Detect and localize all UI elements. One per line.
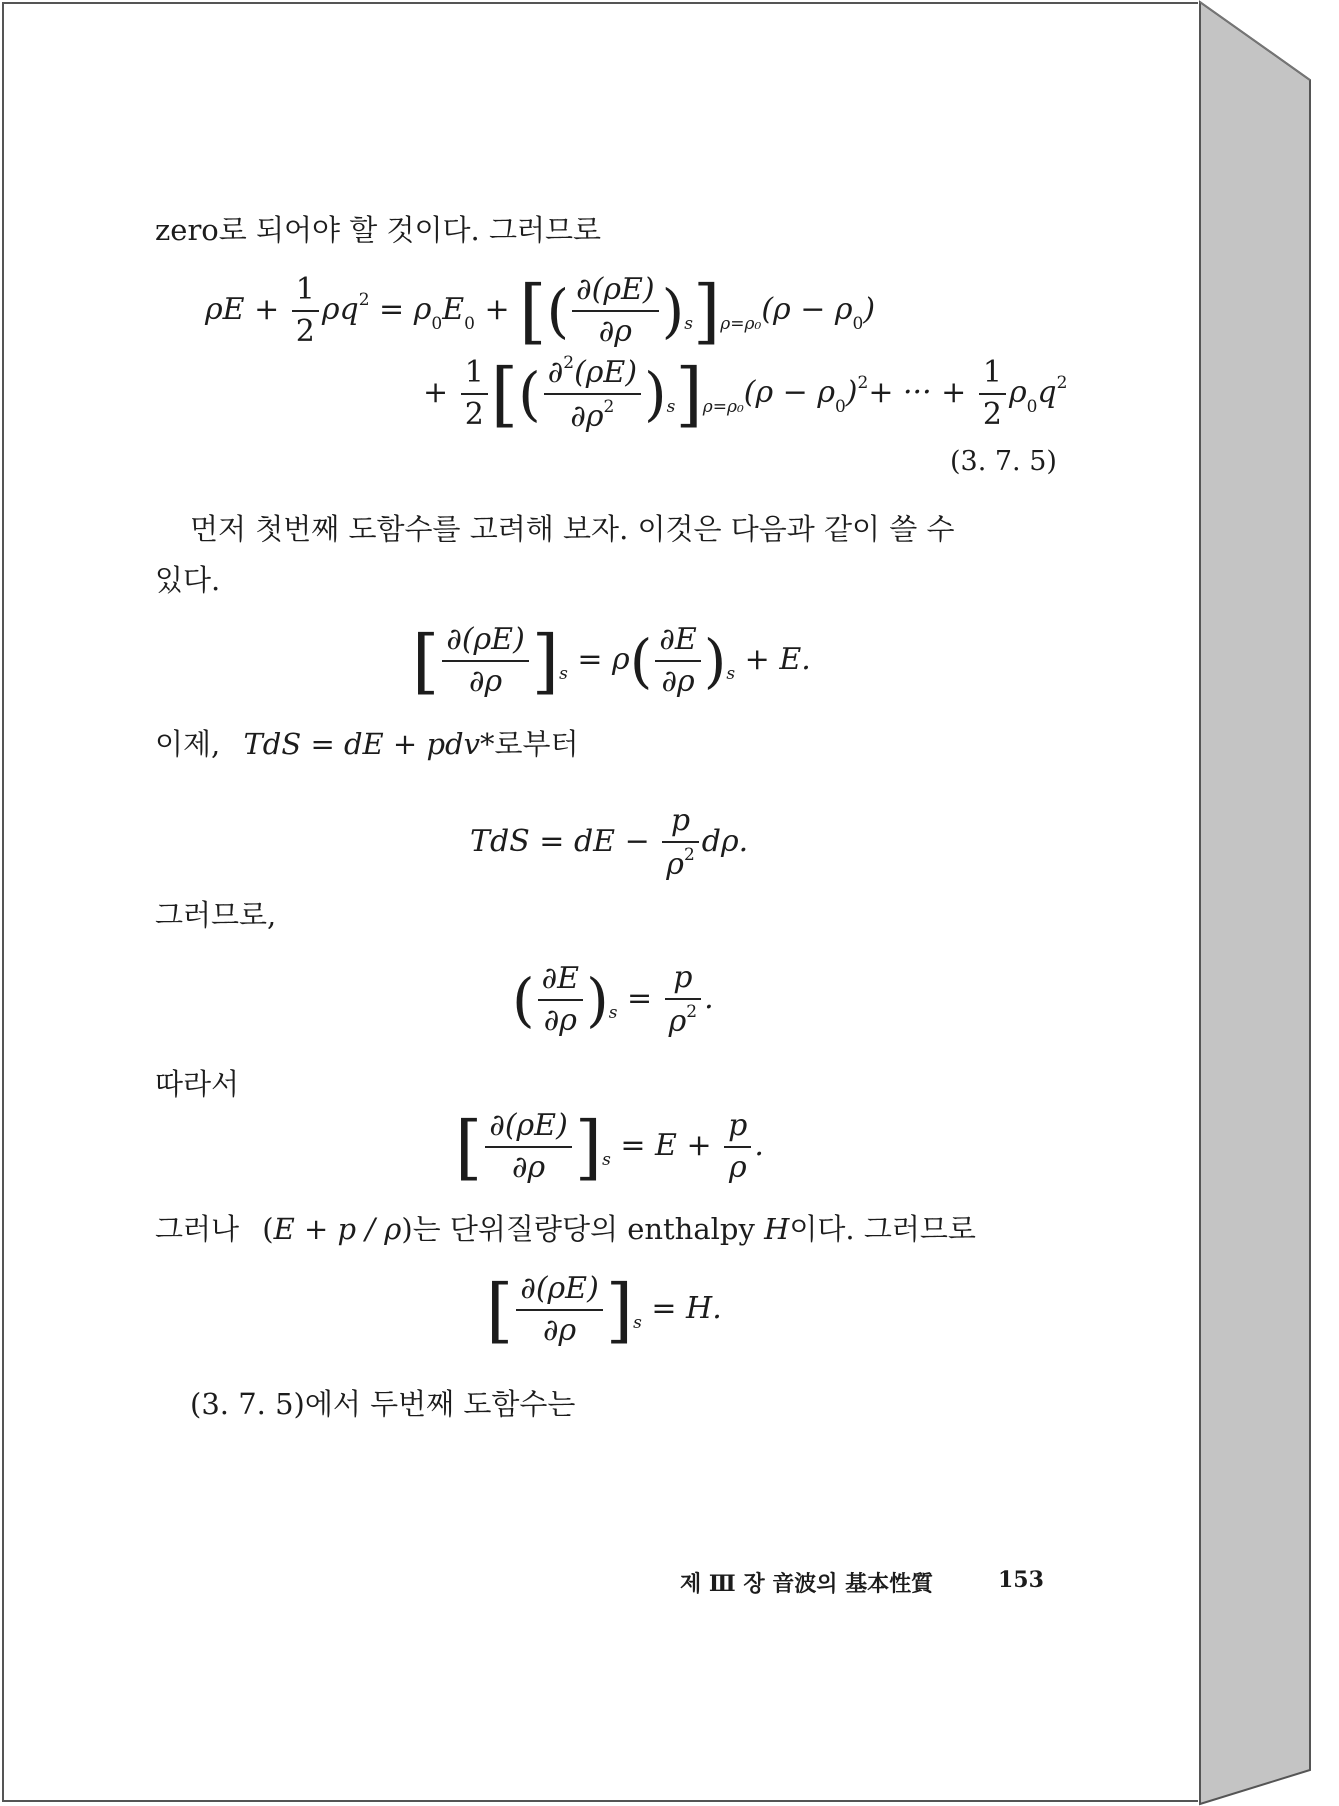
equation-enthalpy: [ $\frac{\partial(\rho E)}{\partial\rho}$ ]$_s = H$.	[486, 1269, 722, 1351]
footer-page-number: 153	[998, 1567, 1044, 1593]
however-suffix: 는 단위질량당의 enthalpy	[412, 1212, 755, 1246]
footer-chapter-title: 제 Ⅲ 장 音波의 基本性質	[680, 1571, 934, 1597]
equation-3-7-5-line2: + $\frac{1}{2}$ [( $\frac{\partial^2(\rho E)}{\partial\rho^2}$ )$_s]_{\rho=\rho_0}(\rho - \rho_0)^2+$ ··· + $\frac{1}{2}$ $\rho_0q^2$	[423, 353, 1068, 435]
text-line-zero: zero로 되어야 할 것이다. 그러므로	[155, 213, 602, 247]
text-however: 그러나 (E + p / ρ)는 단위질량당의 enthalpy H이다. 그러므로	[155, 1212, 976, 1246]
equation-number: (3. 7. 5)	[950, 446, 1057, 477]
now-prefix: 이제,	[155, 727, 221, 761]
equation-first-derivative: [ $\frac{\partial(\rho E)}{\partial\rho}$ ]$_s = \rho$( $\frac{\partial E}{\partial\rho}$ )$_s + E$.	[412, 620, 811, 702]
equation-partial-e: ( $\frac{\partial E}{\partial\rho}$ )$_s$ = $\frac{p}{\rho^2}$ .	[512, 960, 714, 1039]
text-second-derivative: (3. 7. 5)에서 두번째 도함수는	[190, 1387, 576, 1421]
equation-e-plus-p: [ $\frac{\partial(\rho E)}{\partial\rho}$ ]$_s = E$ + $\frac{p}{\rho}$ .	[455, 1106, 764, 1188]
equation-3-7-5-line1: ρE + $\frac{1}{2}$ $\rho q^2 = \rho_0E_0$ + [( $\frac{\partial(\rho E)}{\partial\rho}$ )$_s]_{\rho=\rho_0}(\rho - \rho_0)$	[205, 270, 876, 352]
however-end: 이다. 그러므로	[789, 1212, 976, 1246]
text-now: 이제, TdS = dE + pdv*로부터	[155, 727, 579, 761]
paragraph-first-derivative: 먼저 첫번째 도함수를 고려해 보자. 이것은 다음과 같이 쓸 수	[190, 512, 955, 546]
however-prefix: 그러나	[155, 1212, 240, 1246]
now-suffix: 로부터	[494, 727, 579, 761]
text-thus: 따라서	[155, 1067, 240, 1101]
paragraph-first-derivative-cont: 있다.	[155, 563, 221, 597]
text-therefore: 그러므로,	[155, 898, 277, 932]
equation-tds: TdS = dE − $\frac{p}{\rho^2}$ dρ.	[470, 803, 749, 882]
